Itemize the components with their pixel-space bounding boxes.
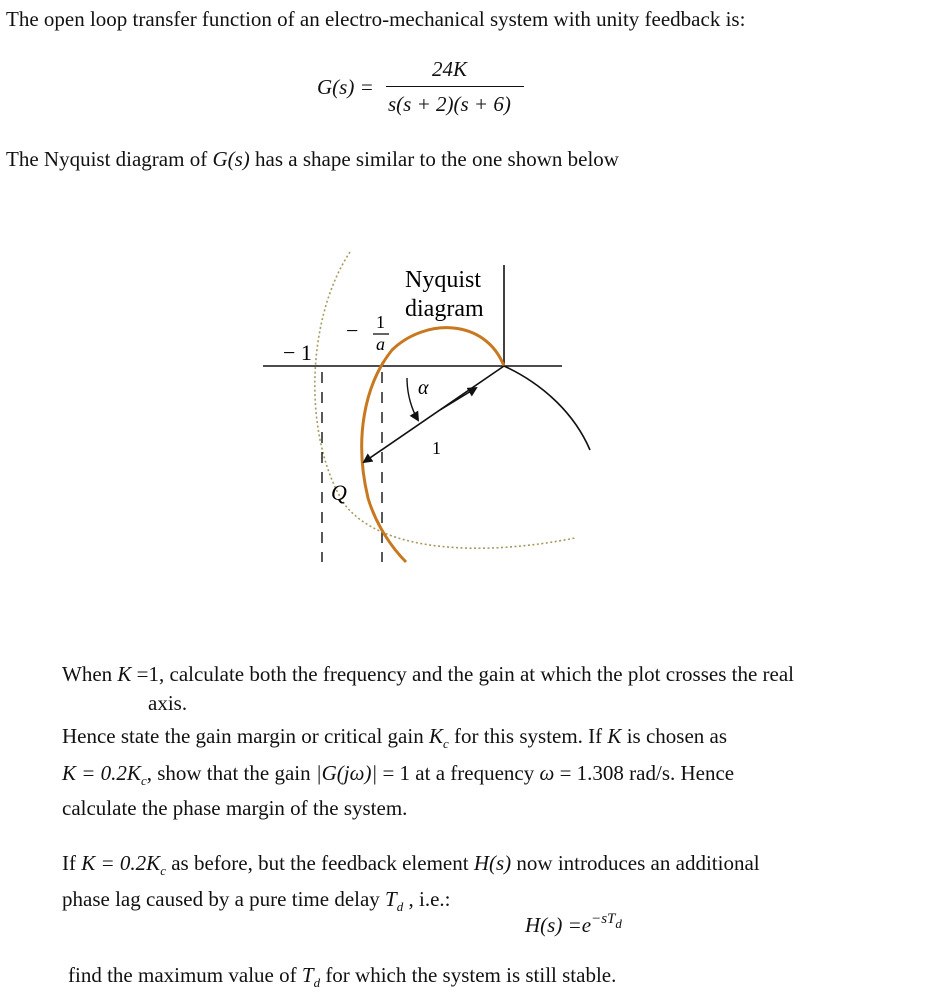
question-line-7: phase lag caused by a pure time delay $T_d$ , i.e.: xyxy=(62,887,451,914)
nyquist-intro: The Nyquist diagram of G(s) has a shape similar to the one shown below xyxy=(6,147,619,171)
question-line-2: axis. xyxy=(148,691,188,715)
equation-denominator: s(s + 2)(s + 6) xyxy=(388,92,511,116)
question-line-3: Hence state the gain margin or critical gain $K_c$ for this system. If K is chosen as xyxy=(62,724,728,751)
frac-denominator: a xyxy=(376,334,385,354)
question-line-6: If $K = 0.2K_c$ as before, but the feedback element H(s) now introduces an additional xyxy=(62,851,760,878)
question-line-8: find the maximum value of $T_d$ for which the system is still stable. xyxy=(68,963,617,990)
intro-text: The open loop transfer function of an electro-mechanical system with unity feedback is: xyxy=(6,7,746,31)
frac-numerator: 1 xyxy=(376,312,385,332)
minus-one-label: − 1 xyxy=(283,340,312,365)
alpha-label: α xyxy=(418,377,429,399)
g-of-s-symbol: G(s) xyxy=(212,147,250,171)
equation-lhs: G(s) = xyxy=(317,75,374,99)
q-label: Q xyxy=(331,480,347,505)
question-line-1: When K =1, calculate both the frequency and the gain at which the plot crosses the real xyxy=(62,662,795,686)
diagram-title-line1: Nyquist xyxy=(405,267,482,293)
delay-equation: $H(s) =e^{-sT_d}$ xyxy=(525,911,622,937)
minus-sign: − xyxy=(346,318,359,343)
question-line-5: calculate the phase margin of the system. xyxy=(62,796,408,820)
alpha-arc xyxy=(407,378,418,420)
unit-arc xyxy=(504,366,590,450)
radius-arrow-short xyxy=(440,388,476,410)
radius-label: 1 xyxy=(432,438,441,458)
equation-numerator: 24K xyxy=(432,57,468,81)
diagram-title-line2: diagram xyxy=(405,296,484,322)
question-line-4: $K = 0.2K_c$, show that the gain |G(jω)| = 1 at a frequency ω = 1.308 rad/s. Hence xyxy=(62,761,735,788)
